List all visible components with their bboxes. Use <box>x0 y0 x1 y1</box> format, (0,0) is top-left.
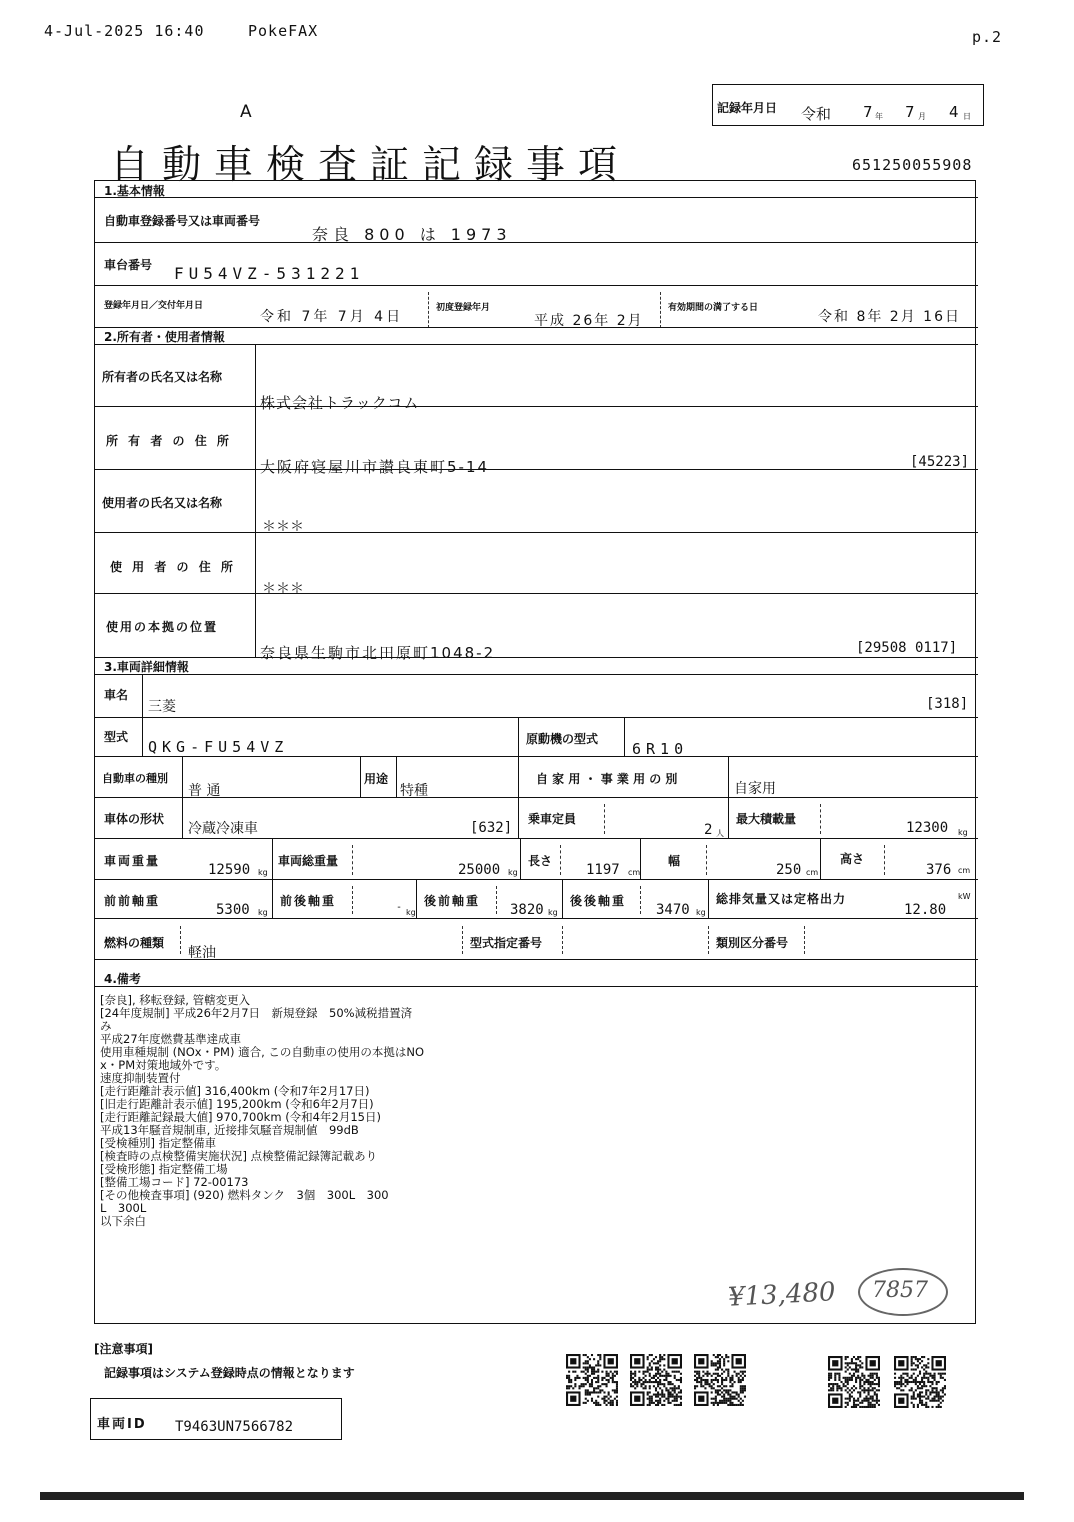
use-value: 特種 <box>400 783 428 799</box>
front-front-axle-unit: kg <box>258 908 268 917</box>
gross-weight-value: 25000 <box>458 862 501 878</box>
remark-line: [整備工場コード] 72-00173 <box>100 1175 249 1189</box>
remark-line: [走行距離計表示値] 316,400km (令和7年2月17日) <box>100 1084 370 1098</box>
handwritten-price: ¥13,480 <box>727 1277 837 1313</box>
section2-title: 2.所有者・使用者情報 <box>104 330 225 344</box>
gross-weight-label: 車両総重量 <box>278 854 339 868</box>
expiry-label: 有効期間の満了する日 <box>668 303 759 313</box>
model-label: 型式 <box>104 730 129 744</box>
section3-title: 3.車両詳細情報 <box>104 660 189 674</box>
remark-line: L 300L <box>100 1201 147 1215</box>
qr-code-5 <box>894 1354 946 1410</box>
capacity-label: 乗車定員 <box>528 812 577 826</box>
fax-datetime: 4-Jul-2025 16:40 <box>44 22 205 40</box>
chassis-number-value: FU54VZ-531221 <box>174 264 365 283</box>
section4-title: 4.備考 <box>104 972 141 986</box>
owner-address-code: [45223] <box>910 454 970 470</box>
capacity-value: 2 <box>704 822 713 838</box>
remark-line: [受検形態] 指定整備工場 <box>100 1162 228 1176</box>
car-name-label: 車名 <box>104 688 129 702</box>
car-name-code: [318] <box>926 696 969 712</box>
height-unit: cm <box>958 866 971 875</box>
max-load-label: 最大積載量 <box>736 812 797 826</box>
first-reg-value: 平成 26年 2月 <box>534 313 644 329</box>
vehicle-weight-value: 12590 <box>208 862 251 878</box>
classification-label: 類別区分番号 <box>716 936 789 950</box>
private-business-value: 自家用 <box>734 781 776 797</box>
qr-code-3 <box>694 1352 746 1408</box>
reg-number-value: 奈良 800 は 1973 <box>312 225 512 244</box>
document-number: 651250055908 <box>852 156 973 174</box>
base-location-code: [29508 0117] <box>856 640 958 656</box>
max-load-value: 12300 <box>906 820 949 836</box>
remark-line: 平成27年度燃費基準達成車 <box>100 1032 242 1046</box>
reg-number-label: 自動車登録番号又は車両番号 <box>104 214 261 228</box>
vehicle-kind-label: 自動車の種別 <box>102 772 168 785</box>
record-date-label: 記録年月日 <box>717 101 778 115</box>
record-date-year-unit: 年 <box>875 112 883 121</box>
remark-line: [検査時の点検整備実施状況] 点検整備記録簿記載あり <box>100 1149 378 1163</box>
remark-line: [奈良], 移転登録, 管轄変更入 <box>100 993 251 1007</box>
notes-text: 記録事項はシステム登録時点の情報となります <box>104 1366 355 1380</box>
reg-date-value: 令和 7年 7月 4日 <box>260 309 404 325</box>
remark-line: 速度抑制装置付 <box>100 1071 181 1085</box>
record-date-month: 7 <box>905 103 915 121</box>
user-address-label: 使 用 者 の 住 所 <box>110 560 236 574</box>
displacement-unit: kW <box>958 892 971 901</box>
rear-rear-axle-value: 3470 <box>656 902 690 918</box>
fax-page-number: p.2 <box>972 28 1003 46</box>
remark-line: 以下余白 <box>100 1214 146 1228</box>
remark-line: [受検種別] 指定整備車 <box>100 1136 217 1150</box>
record-date-era: 令和 <box>801 105 832 123</box>
height-label: 高さ <box>840 852 865 866</box>
record-date-box <box>712 84 984 126</box>
width-value: 250 <box>776 862 802 878</box>
fax-bottom-edge <box>40 1492 1024 1500</box>
type-designation-label: 型式指定番号 <box>470 936 543 950</box>
remark-line: み <box>100 1019 112 1033</box>
rear-rear-axle-unit: kg <box>696 908 706 917</box>
length-value: 1197 <box>586 862 620 878</box>
qr-code-4 <box>828 1354 880 1410</box>
qr-code-2 <box>630 1352 682 1408</box>
fuel-type-label: 燃料の種類 <box>104 936 165 950</box>
gross-weight-unit: kg <box>508 868 518 877</box>
rear-front-axle-unit: kg <box>548 908 558 917</box>
capacity-unit: 人 <box>716 829 724 838</box>
engine-model-value: 6R10 <box>632 740 689 758</box>
user-address-value: ＊＊＊ <box>262 581 304 597</box>
record-date-day: 4 <box>949 103 959 121</box>
record-date-month-unit: 月 <box>918 112 926 121</box>
handwritten-circle <box>858 1268 948 1316</box>
fuel-type-value: 軽油 <box>188 945 216 961</box>
owner-address-label: 所 有 者 の 住 所 <box>106 434 232 448</box>
base-location-label: 使用の本拠の位置 <box>106 620 219 634</box>
chassis-number-label: 車台番号 <box>104 258 153 272</box>
length-label: 長さ <box>528 854 553 868</box>
front-front-axle-value: 5300 <box>216 902 250 918</box>
notes-title: [注意事項] <box>94 1342 153 1356</box>
vehicle-weight-label: 車両重量 <box>104 854 161 868</box>
private-business-label: 自 家 用 ・ 事 業 用 の 別 <box>536 772 678 786</box>
handwritten-circle-number: 7857 <box>872 1278 928 1303</box>
first-reg-label: 初度登録年月 <box>436 303 491 313</box>
engine-model-label: 原動機の型式 <box>526 732 599 746</box>
front-rear-axle-value: - <box>396 902 403 913</box>
width-unit: cm <box>806 868 819 877</box>
vehicle-id-box <box>90 1398 342 1440</box>
record-date-year: 7 <box>863 103 873 121</box>
reg-date-label: 登録年月日／交付年月日 <box>104 301 204 311</box>
user-name-value: ＊＊＊ <box>262 519 304 535</box>
section1-title: 1.基本情報 <box>104 184 165 198</box>
body-shape-label: 車体の形状 <box>104 812 165 826</box>
remark-line: [旧走行距離計表示値] 195,200km (令和6年2月7日) <box>100 1097 374 1111</box>
stamp-letter: A <box>240 102 252 122</box>
width-label: 幅 <box>668 854 681 868</box>
document-title: 自動車検査証記録事項 <box>110 143 631 188</box>
front-front-axle-label: 前前軸重 <box>104 894 161 908</box>
front-rear-axle-unit: kg <box>406 908 416 917</box>
owner-address-value: 大阪府寝屋川市讃良東町5-14 <box>260 458 490 476</box>
model-value: QKG-FU54VZ <box>148 738 289 756</box>
record-date-day-unit: 日 <box>963 112 971 121</box>
front-rear-axle-label: 前後軸重 <box>280 894 337 908</box>
remark-line: x・PM対策地域外です。 <box>100 1058 227 1072</box>
fax-sender: PokeFAX <box>248 22 319 40</box>
displacement-label: 総排気量又は定格出力 <box>716 892 847 906</box>
max-load-unit: kg <box>958 828 968 837</box>
use-label: 用途 <box>364 772 389 786</box>
owner-name-label: 所有者の氏名又は名称 <box>102 370 223 384</box>
vehicle-id-value: T9463UN7566782 <box>175 1419 294 1435</box>
rear-front-axle-value: 3820 <box>510 902 544 918</box>
displacement-value: 12.80 <box>904 902 947 918</box>
length-unit: cm <box>628 868 641 877</box>
remark-line: [24年度規制] 平成26年2月7日 新規登録 50%減税措置済 <box>100 1006 413 1020</box>
base-location-value: 奈良県生駒市北田原町1048-2 <box>260 644 496 662</box>
body-shape-code: [632] <box>470 820 513 836</box>
car-name-value: 三菱 <box>148 699 176 715</box>
vehicle-id-label: 車両ID <box>97 1417 147 1432</box>
qr-code-1 <box>566 1352 618 1408</box>
rear-rear-axle-label: 後後軸重 <box>570 894 627 908</box>
body-shape-value: 冷蔵冷凍車 <box>188 821 258 837</box>
rear-front-axle-label: 後前軸重 <box>424 894 481 908</box>
owner-name-value: 株式会社トラックコム <box>260 394 420 412</box>
remark-line: 使用車種規制 (NOx・PM) 適合, この自動車の使用の本拠はNO <box>100 1045 425 1059</box>
height-value: 376 <box>926 862 952 878</box>
remark-line: [走行距離記録最大値] 970,700km (令和4年2月15日) <box>100 1110 381 1124</box>
expiry-value: 令和 8年 2月 16日 <box>818 309 961 325</box>
vehicle-weight-unit: kg <box>258 868 268 877</box>
remark-line: 平成13年騒音規制車, 近接排気騒音規制値 99dB <box>100 1123 359 1137</box>
remarks-block <box>100 994 424 1228</box>
user-name-label: 使用者の氏名又は名称 <box>102 496 223 510</box>
remark-line: [その他検査事項] (920) 燃料タンク 3個 300L 300 <box>100 1188 389 1202</box>
vehicle-kind-value: 普 通 <box>188 783 221 799</box>
